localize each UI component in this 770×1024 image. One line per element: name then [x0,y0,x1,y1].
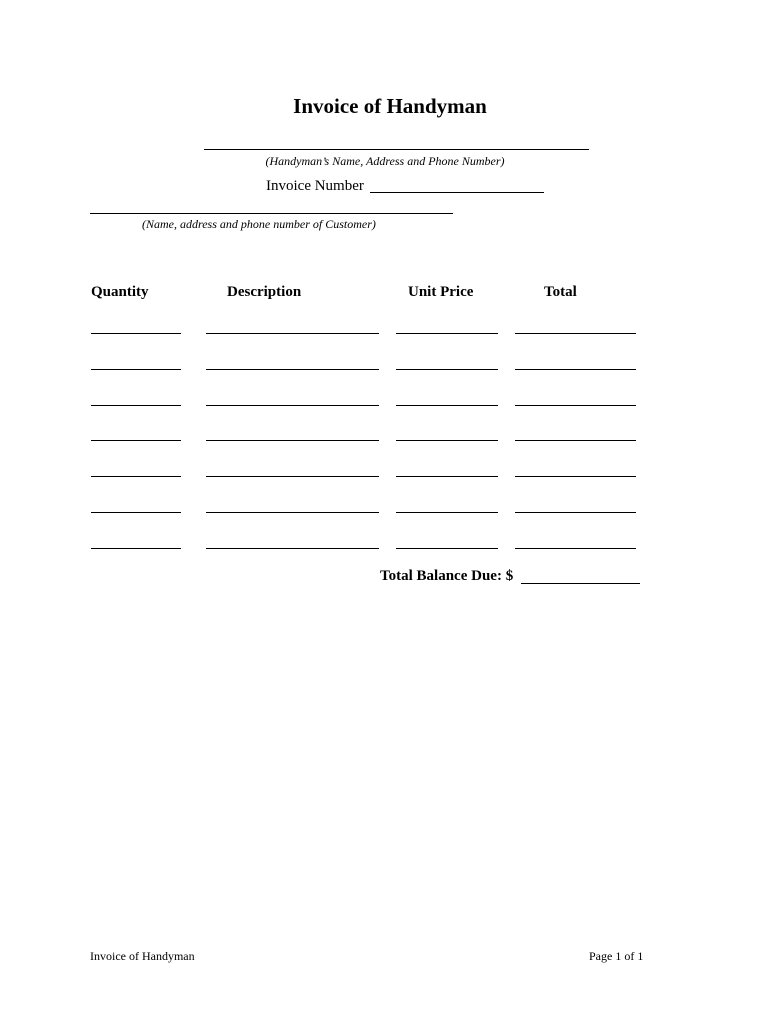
description-blank-line[interactable] [206,333,379,334]
header-total: Total [544,284,577,300]
invoice-number-text: Invoice Number [266,178,364,194]
quantity-blank-line[interactable] [91,440,181,441]
header-unit-price: Unit Price [408,284,474,300]
unit-price-blank-line[interactable] [396,440,498,441]
description-blank-line[interactable] [206,369,379,370]
invoice-number-label [266,178,364,195]
total-blank-line[interactable] [515,476,636,477]
description-blank-line[interactable] [206,476,379,477]
footer-page-number: Page 1 of 1 [589,949,644,963]
unit-price-blank-line[interactable] [396,333,498,334]
total-blank-line[interactable] [515,405,636,406]
footer-document-name: Invoice of Handyman [90,949,195,963]
description-blank-line[interactable] [206,548,379,549]
quantity-blank-line[interactable] [91,369,181,370]
invoice-number-line[interactable] [370,192,544,193]
total-blank-line[interactable] [515,369,636,370]
total-balance-line[interactable] [521,583,640,584]
quantity-blank-line[interactable] [91,333,181,334]
total-blank-line[interactable] [515,333,636,334]
unit-price-blank-line[interactable] [396,476,498,477]
handyman-info-caption: (Handyman’s Name, Address and Phone Number) [265,154,505,168]
customer-info-line[interactable] [90,213,453,214]
description-blank-line[interactable] [206,440,379,441]
quantity-blank-line[interactable] [91,405,181,406]
header-description: Description [227,284,302,300]
quantity-blank-line[interactable] [91,548,181,549]
unit-price-blank-line[interactable] [396,405,498,406]
total-blank-line[interactable] [515,440,636,441]
unit-price-blank-line[interactable] [396,548,498,549]
customer-info-caption: (Name, address and phone number of Customer) [142,217,376,231]
quantity-blank-line[interactable] [91,512,181,513]
description-blank-line[interactable] [206,405,379,406]
header-quantity: Quantity [91,284,149,300]
quantity-blank-line[interactable] [91,476,181,477]
unit-price-blank-line[interactable] [396,512,498,513]
description-blank-line[interactable] [206,512,379,513]
page-title: Invoice of Handyman [293,94,487,118]
total-blank-line[interactable] [515,512,636,513]
handyman-info-line[interactable] [204,149,589,150]
total-balance-label: Total Balance Due: $ [380,568,514,584]
unit-price-blank-line[interactable] [396,369,498,370]
total-blank-line[interactable] [515,548,636,549]
